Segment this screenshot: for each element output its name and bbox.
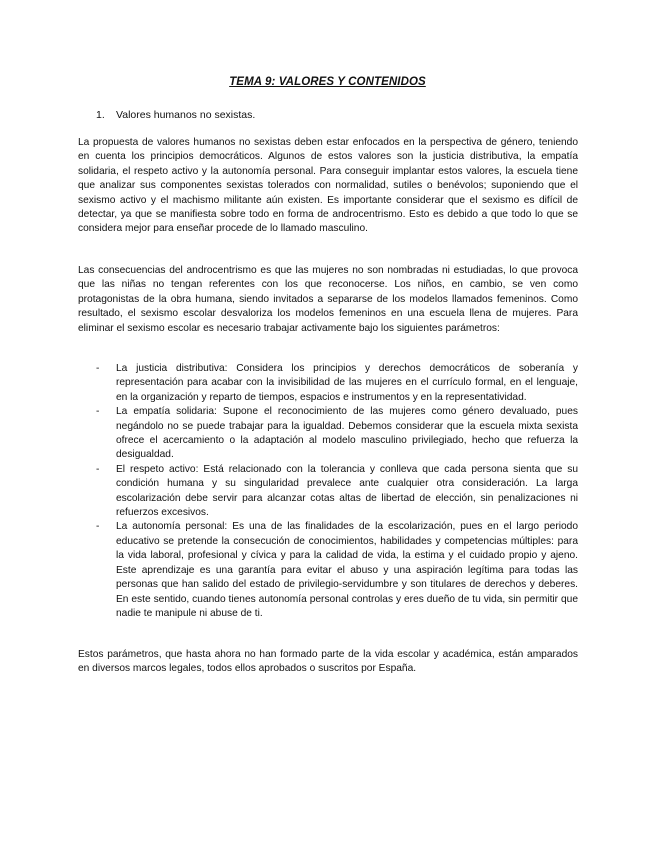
parameters-list [78, 362, 578, 621]
bullet-marker: - [96, 406, 100, 418]
paragraph-consequences: Las consecuencias del androcentrismo es que las mujeres no son nombradas ni estudiadas, lo que provoca que las niñas no tengan referentes con los que reconocerse. Los niños, en cambio, se ven como protagonistas de la obra humana, siendo invitados a separarse de los modelos llamados femeninos. Como resultado, el sexismo escolar desvaloriza los modelos femeninos en una escuela llena de mujeres. Para eliminar el sexismo escolar es necesario trabajar activamente bajo los siguientes parámetros: [78, 265, 578, 334]
list-item-text: La justicia distributiva: Considera los principios y derechos democráticos de soberanía y representación para acabar con la invisibilidad de las mujeres en el currículo formal, en el lenguaje, en la organización y reparto de tiempos, espacios e instrumentos y en la representatividad. [116, 363, 578, 403]
bullet-marker: - [96, 363, 100, 374]
list-item [78, 362, 578, 405]
bullet-marker: - [96, 521, 100, 533]
paragraph-intro: La propuesta de valores humanos no sexistas deben estar enfocados en la perspectiva de género, teniendo en cuenta los principios democráticos. Algunos de estos valores son la justicia distributiva, la empatía solidaria, el respeto activo y la autonomía personal. Para conseguir implantar estos valores, la escuela tiene que analizar sus componentes sexistas tolerados con normalidad, sutiles o benévolos; suponiendo que el sexismo activo y el machismo militante aún existen. Es importante considerar que el sexismo es difícil de detectar, ya que se manifiesta sobre todo en forma de androcentrismo. Esto es debido a que todo lo que se considera mejor para enseñar procede de lo llamado masculino. [78, 137, 578, 235]
list-item-text: La autonomía personal: Es una de las finalidades de la escolarización, pues en el largo periodo educativo se pretende la consecución de conocimientos, habilidades y competencias múltiples: para la vida laboral, profesional y cívica y para la calidad de vida, la estima y el cuidado propio y ajeno. Este aprendizaje es una garantía para evitar el abuso y una aspiración legítima para todas las personas que han salido del estado de privilegio-servidumbre y son titulares de derechos y deberes. En este sentido, cuando tienes autonomía personal controlas y eres dueño de tu vida, sin permitir que nadie te manipule ni abuse de ti. [116, 521, 578, 619]
list-item [78, 405, 578, 463]
bullet-marker: - [96, 463, 100, 475]
list-item-text: La empatía solidaria: Supone el reconocimiento de las mujeres como género devaluado, pues negándolo no se puede trabajar para la igualdad. Debemos considerar que la escuela mixta sexista ofrece el acercamiento o la adaptación al modelo masculino privilegiado, hecho que refuerza la desigualdad. [116, 406, 578, 461]
section-number: 1. [96, 109, 105, 121]
section-heading [96, 108, 255, 122]
paragraph-conclusion: Estos parámetros, que hasta ahora no han formado parte de la vida escolar y académica, están amparados en diversos marcos legales, todos ellos aprobados o suscritos por España. [78, 649, 578, 675]
list-item [78, 463, 578, 521]
list-item [78, 520, 578, 621]
page-title: TEMA 9: VALORES Y CONTENIDOS [229, 76, 426, 88]
section-label: Valores humanos no sexistas. [116, 109, 256, 121]
list-item-text: El respeto activo: Está relacionado con la tolerancia y conlleva que cada persona sienta que su condición humana y su singularidad prevalece ante cualquier otra consideración. La larga escolarización debe servir para alcanzar cotas altas de libertad de elección, sin penalizaciones ni refuerzos excesivos. [116, 463, 578, 519]
